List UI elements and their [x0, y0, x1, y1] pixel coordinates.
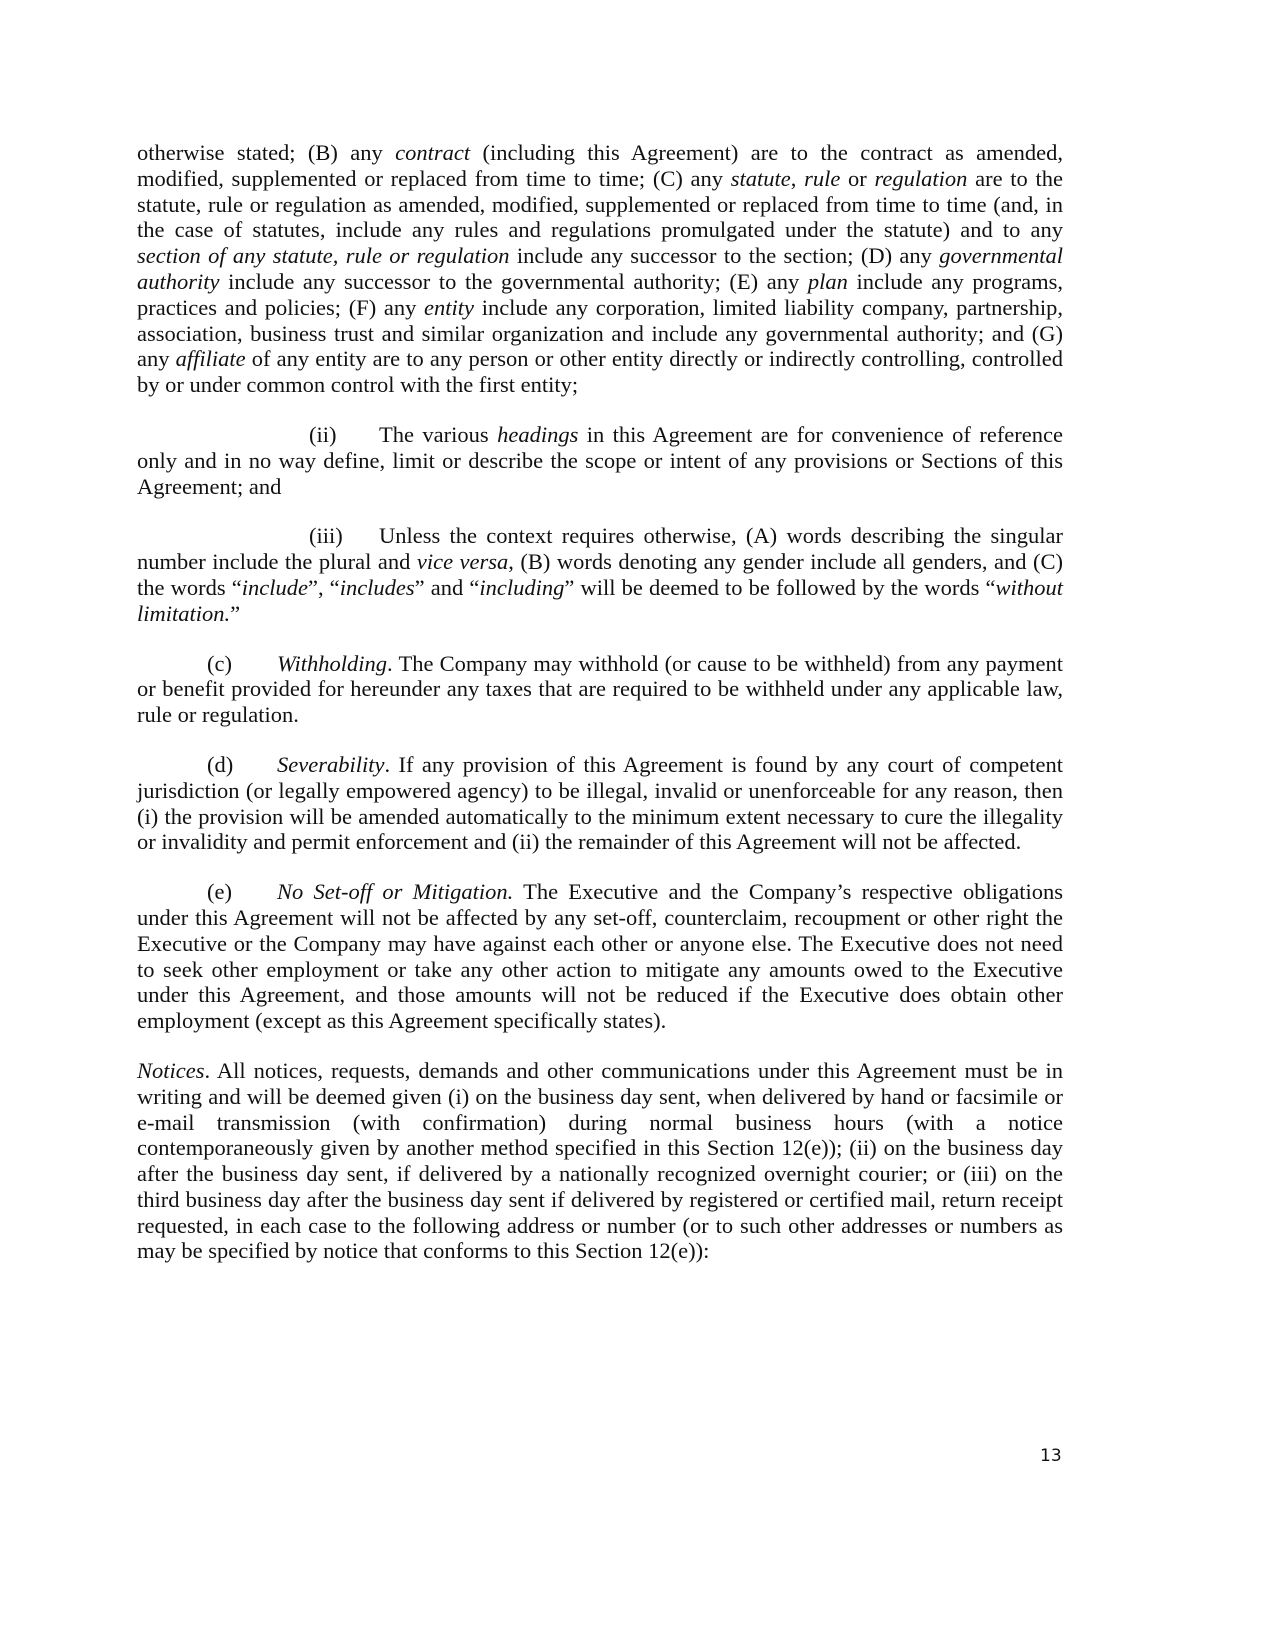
- italic-term: affiliate: [175, 346, 246, 372]
- text: (including this Agreement) are to the contract as amended, modified, supplemented or replaced from time to time; (C) any: [137, 140, 1064, 191]
- italic-term: vice versa: [416, 549, 509, 575]
- text: include any successor to the section; (D) any: [509, 243, 940, 269]
- italic-term: rule: [804, 165, 841, 191]
- text: . All notices, requests, demands and other communications under this Agreement must be in writing and will be deemed given (i) on the business day sent, when delivered by hand or facsimile or e-mail transmission (with confirmation) during normal business hours (with a notice contemporaneously given by another method specified in this Section 12(e)); (ii) on the business day after the business day sent, if delivered by a nationally recognized overnight courier; or (iii) on the third business day after the business day sent if delivered by registered or certified mail, return receipt requested, in each case to the following address or number (or to such other addresses or numbers as may be specified by notice that conforms to this Section 12(e)):: [137, 1057, 1063, 1264]
- paragraph-severability: [137, 752, 1063, 855]
- italic-term: without limitation.: [137, 574, 1063, 626]
- paragraph-notices: [137, 1058, 1063, 1264]
- paragraph-interpretation: [137, 523, 1063, 626]
- text: are to the statute, rule or regulation as amended, modified, supplemented or replaced from time to time (and, in the case of statutes, include any rules and regulations promulgated under the statute) and to any: [137, 165, 1063, 243]
- text: Unless the context requires otherwise, (A) words describing the singular number include the plural and: [137, 523, 1063, 575]
- item-number: (iii): [309, 523, 343, 549]
- text: otherwise stated; (B) any: [137, 140, 396, 165]
- text: include any corporation, limited liability company, partnership, association, business trust and similar organization and include any governmental authority; and (G) any: [137, 294, 1064, 372]
- item-number: (e): [207, 879, 232, 905]
- text: , (B) words denoting any gender include all genders, and (C) the words “: [137, 549, 1063, 600]
- paragraph-no-setoff: [137, 879, 1063, 1034]
- italic-term: regulation: [874, 165, 968, 191]
- paragraph-headings: [137, 422, 1063, 499]
- text: include any successor to the governmental authority; (E) any: [219, 268, 808, 294]
- italic-term: plan: [807, 268, 848, 294]
- paragraph-withholding: [137, 651, 1063, 728]
- italic-term: statute: [730, 165, 791, 191]
- section-heading: Withholding: [277, 650, 388, 676]
- italic-term: include: [241, 574, 308, 600]
- text: include any programs, practices and policies; (F) any: [137, 268, 1063, 320]
- text: . If any provision of this Agreement is found by any court of competent jurisdiction (or legally empowered agency) to be illegal, invalid or unenforceable for any reason, then (i) the provision will be amended automatically to the minimum extent necessary to cure the illegality or invalidity and permit enforcement and (ii) the remainder of this Agreement will not be affected.: [137, 751, 1063, 855]
- text: in this Agreement are for convenience of reference only and in no way define, limit or describe the scope or intent of any provisions or Sections of this Agreement; and: [137, 421, 1064, 499]
- italic-term: section of any statute, rule or regulation: [137, 243, 510, 269]
- text: or: [840, 165, 875, 191]
- paragraph-definitions-continued: [137, 140, 1063, 398]
- italic-term: entity: [424, 294, 475, 320]
- item-number: (d): [207, 751, 234, 777]
- item-number: (c): [207, 650, 232, 676]
- section-heading: No Set-off or Mitigation.: [277, 879, 514, 905]
- text: . The Company may withhold (or cause to be withheld) from any payment or benefit provided for hereunder any taxes that are required to be withheld under any applicable law, rule or regulation.: [137, 650, 1063, 728]
- page-number: 13: [1040, 1446, 1062, 1466]
- italic-term: headings: [497, 421, 579, 447]
- document-page: [137, 140, 1063, 1288]
- text: ”: [230, 600, 241, 626]
- text: ” will be deemed to be followed by the words “: [564, 574, 996, 600]
- text: of any entity are to any person or other entity directly or indirectly controlling, controlled by or under common control with the first entity;: [137, 346, 1063, 398]
- text: ,: [790, 165, 805, 191]
- text: ”, “: [307, 574, 340, 600]
- text: The various: [379, 421, 498, 447]
- text: ” and “: [414, 574, 480, 600]
- section-heading: Notices: [137, 1057, 205, 1083]
- italic-term: governmental authority: [137, 243, 1063, 294]
- italic-term: including: [479, 574, 565, 600]
- italic-term: includes: [339, 574, 415, 600]
- section-heading: Severability: [277, 751, 385, 777]
- text: The Executive and the Company’s respective obligations under this Agreement will not be affected by any set-off, counterclaim, recoupment or other right the Executive or the Company may have against each other or anyone else. The Executive does not need to seek other employment or take any other action to mitigate any amounts owed to the Executive under this Agreement, and those amounts will not be reduced if the Executive does obtain other employment (except as this Agreement specifically states).: [137, 879, 1064, 1034]
- italic-term: contract: [395, 140, 471, 165]
- item-number: (ii): [309, 421, 337, 447]
